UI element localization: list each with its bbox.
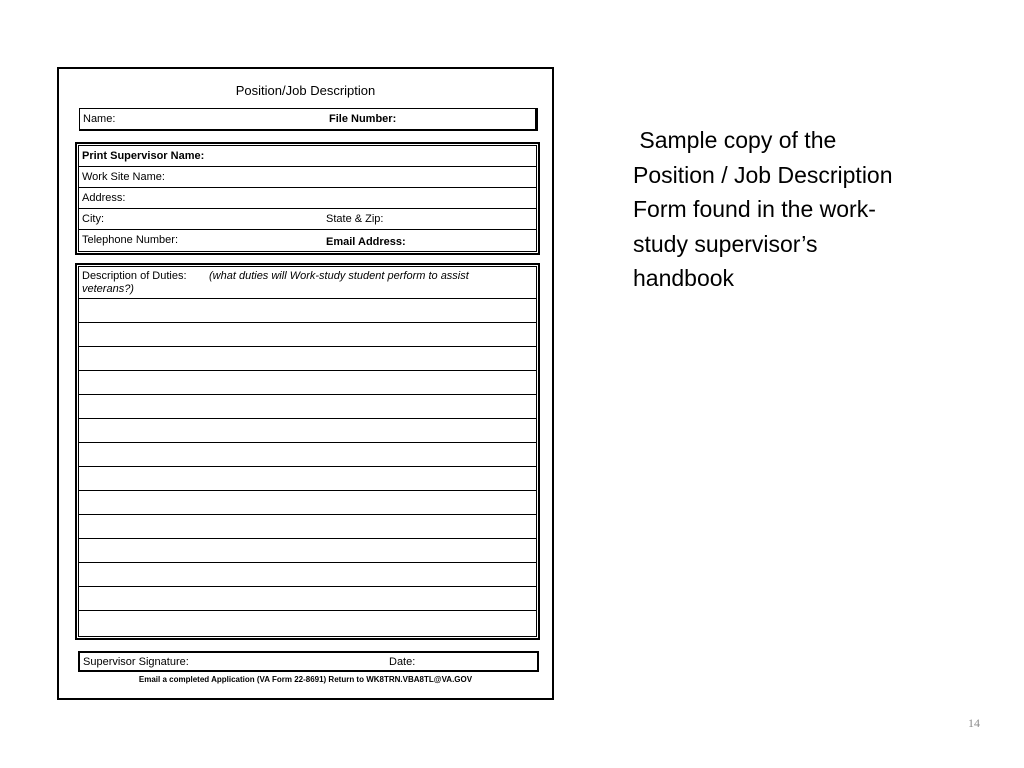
duties-ruled-line xyxy=(79,299,536,323)
duties-ruled-line xyxy=(79,539,536,563)
job-description-form-image xyxy=(57,67,554,700)
duties-ruled-line xyxy=(79,371,536,395)
duties-ruled-line xyxy=(79,443,536,467)
duties-ruled-line xyxy=(79,323,536,347)
state-zip-label: State & Zip: xyxy=(326,213,384,225)
duties-ruled-line xyxy=(79,611,536,635)
duties-ruled-line xyxy=(79,491,536,515)
form-footer: Email a completed Application (VA Form 22-8691) Return to WK8TRN.VBA8TL@VA.GOV xyxy=(138,675,473,684)
telephone-row xyxy=(79,230,536,253)
supervisor-signature-label: Supervisor Signature: xyxy=(83,656,189,668)
date-label: Date: xyxy=(389,656,416,668)
email-address-label: Email Address: xyxy=(326,236,406,248)
name-label: Name: xyxy=(83,113,116,125)
duties-ruled-line xyxy=(79,395,536,419)
signature-box xyxy=(78,651,539,672)
supervisor-info-box xyxy=(75,142,540,255)
print-supervisor-row xyxy=(79,146,536,167)
work-site-row xyxy=(79,167,536,188)
print-supervisor-name-label: Print Supervisor Name: xyxy=(82,150,205,162)
caption-line-1: Sample copy of the xyxy=(633,127,837,153)
duties-ruled-line xyxy=(79,587,536,611)
caption-line-5: handbook xyxy=(633,265,735,291)
duties-prompt-line2: veterans?) xyxy=(82,283,134,295)
file-number-label: File Number: xyxy=(329,113,397,125)
work-site-name-label: Work Site Name: xyxy=(82,171,165,183)
duties-prompt-line1: (what duties will Work-study student perform to assist xyxy=(209,270,469,282)
duties-ruled-line xyxy=(79,563,536,587)
duties-lines xyxy=(79,299,536,636)
duties-label: Description of Duties: xyxy=(82,270,187,282)
city-label: City: xyxy=(82,213,104,225)
address-row xyxy=(79,188,536,209)
caption-line-3: Form found in the work- xyxy=(633,196,876,222)
address-label: Address: xyxy=(82,192,126,204)
duties-ruled-line xyxy=(79,347,536,371)
telephone-number-label: Telephone Number: xyxy=(82,234,179,246)
form-title: Position/Job Description xyxy=(235,83,376,98)
duties-ruled-line xyxy=(79,467,536,491)
name-file-box xyxy=(79,108,538,131)
duties-header xyxy=(79,267,536,299)
caption-line-2: Position / Job Description xyxy=(633,161,893,188)
duties-ruled-line xyxy=(79,515,536,539)
slide-caption xyxy=(633,123,943,296)
duties-ruled-line xyxy=(79,419,536,443)
slide-number: 14 xyxy=(968,716,980,730)
caption-line-4: study supervisor’s xyxy=(633,230,818,257)
city-row xyxy=(79,209,536,230)
duties-box xyxy=(75,263,540,640)
